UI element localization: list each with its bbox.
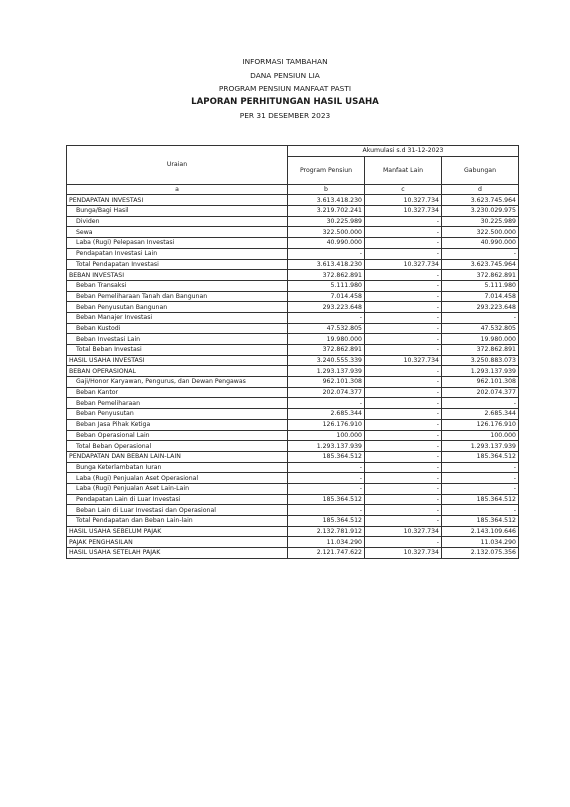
- header-line-info: INFORMASI TAMBAHAN: [242, 57, 328, 66]
- value-manfaat: -: [365, 227, 442, 238]
- row-label: Total Pendapatan dan Beban Lain-lain: [67, 516, 288, 527]
- value-manfaat: -: [365, 387, 442, 398]
- row-label: Total Beban Operasional: [67, 441, 288, 452]
- table-row: [67, 195, 519, 206]
- report-header: [0, 55, 570, 123]
- value-manfaat: -: [365, 270, 442, 281]
- value-gabungan: 185.364.512: [442, 451, 519, 462]
- row-label: Beban Pemeliharaan: [67, 398, 288, 409]
- row-label: Beban Pemeliharaan Tanah dan Bangunan: [67, 291, 288, 302]
- table-row: [67, 462, 519, 473]
- table-row: [67, 270, 519, 281]
- table-row: [67, 238, 519, 249]
- row-label: Beban Transaksi: [67, 280, 288, 291]
- value-gabungan: 126.176.910: [442, 419, 519, 430]
- value-gabungan: 100.000: [442, 430, 519, 441]
- value-gabungan: 2.132.075.356: [442, 548, 519, 559]
- col-header-program: Program Pensiun: [288, 156, 365, 184]
- row-label: Gaji/Honor Karyawan, Pengurus, dan Dewan Pengawas: [67, 377, 288, 388]
- col-header-gabungan: Gabungan: [442, 156, 519, 184]
- row-label: Bunga/Bagi Hasil: [67, 206, 288, 217]
- value-gabungan: 3.230.029.975: [442, 206, 519, 217]
- value-program: 5.111.980: [288, 280, 365, 291]
- value-program: 11.034.290: [288, 537, 365, 548]
- value-program: 962.101.308: [288, 377, 365, 388]
- table-row: [67, 526, 519, 537]
- value-manfaat: -: [365, 323, 442, 334]
- value-program: 7.014.458: [288, 291, 365, 302]
- header-line-fund: DANA PENSIUN LIA: [250, 70, 320, 80]
- row-label: PENDAPATAN INVESTASI: [67, 195, 288, 206]
- table-row: [67, 216, 519, 227]
- table-row: [67, 473, 519, 484]
- value-program: 185.364.512: [288, 451, 365, 462]
- value-program: -: [288, 398, 365, 409]
- income-statement-table: [66, 145, 519, 559]
- row-label: Beban Lain di Luar Investasi dan Operasional: [67, 505, 288, 516]
- value-gabungan: 372.862.891: [442, 270, 519, 281]
- value-manfaat: -: [365, 494, 442, 505]
- value-gabungan: -: [442, 398, 519, 409]
- value-manfaat: -: [365, 366, 442, 377]
- row-label: Laba (Rugi) Penjualan Aset Lain-Lain: [67, 483, 288, 494]
- value-manfaat: 10.327.734: [365, 206, 442, 217]
- value-gabungan: -: [442, 248, 519, 259]
- table-row: [67, 259, 519, 270]
- report-period: PER 31 DESEMBER 2023: [239, 111, 331, 120]
- table-row: [67, 483, 519, 494]
- row-label: Total Pendapatan Investasi: [67, 259, 288, 270]
- col-letter-a: a: [67, 184, 288, 195]
- row-label: BEBAN OPERASIONAL: [67, 366, 288, 377]
- value-manfaat: -: [365, 409, 442, 420]
- value-gabungan: 5.111.980: [442, 280, 519, 291]
- value-gabungan: 372.862.891: [442, 345, 519, 356]
- table-row: [67, 430, 519, 441]
- header-line-program: PROGRAM PENSIUN MANFAAT PASTI: [218, 84, 352, 93]
- row-label: Bunga Keterlambatan Iuran: [67, 462, 288, 473]
- value-gabungan: 30.225.989: [442, 216, 519, 227]
- value-gabungan: 1.293.137.939: [442, 441, 519, 452]
- value-program: 30.225.989: [288, 216, 365, 227]
- table-row: [67, 248, 519, 259]
- value-program: 322.500.000: [288, 227, 365, 238]
- col-header-uraian: Uraian: [67, 146, 288, 185]
- row-label: Pendapatan Lain di Luar Investasi: [67, 494, 288, 505]
- value-gabungan: 3.623.745.964: [442, 259, 519, 270]
- value-gabungan: 19.980.000: [442, 334, 519, 345]
- table-row: [67, 398, 519, 409]
- value-manfaat: -: [365, 377, 442, 388]
- table-row: [67, 312, 519, 323]
- row-label: PAJAK PENGHASILAN: [67, 537, 288, 548]
- value-program: 1.293.137.939: [288, 441, 365, 452]
- row-label: Beban Operasional Lain: [67, 430, 288, 441]
- table-row: [67, 227, 519, 238]
- value-gabungan: -: [442, 312, 519, 323]
- value-program: 100.000: [288, 430, 365, 441]
- value-gabungan: 322.500.000: [442, 227, 519, 238]
- value-manfaat: -: [365, 419, 442, 430]
- value-program: -: [288, 483, 365, 494]
- value-manfaat: -: [365, 505, 442, 516]
- row-label: PENDAPATAN DAN BEBAN LAIN-LAIN: [67, 451, 288, 462]
- table-row: [67, 302, 519, 313]
- table-row: [67, 537, 519, 548]
- value-manfaat: 10.327.734: [365, 548, 442, 559]
- value-program: 293.223.648: [288, 302, 365, 313]
- value-manfaat: -: [365, 462, 442, 473]
- value-gabungan: 3.250.883.073: [442, 355, 519, 366]
- value-manfaat: -: [365, 280, 442, 291]
- value-program: 2.121.747.622: [288, 548, 365, 559]
- value-program: -: [288, 248, 365, 259]
- value-manfaat: -: [365, 312, 442, 323]
- value-program: 372.862.891: [288, 270, 365, 281]
- col-header-manfaat: Manfaat Lain: [365, 156, 442, 184]
- value-program: -: [288, 505, 365, 516]
- value-program: 3.240.555.339: [288, 355, 365, 366]
- value-gabungan: 7.014.458: [442, 291, 519, 302]
- value-program: 3.219.702.241: [288, 206, 365, 217]
- value-program: 40.990.000: [288, 238, 365, 249]
- table-row: [67, 334, 519, 345]
- row-label: HASIL USAHA SETELAH PAJAK: [67, 548, 288, 559]
- row-label: Dividen: [67, 216, 288, 227]
- value-manfaat: -: [365, 216, 442, 227]
- value-program: 2.685.344: [288, 409, 365, 420]
- row-label: Beban Jasa Pihak Ketiga: [67, 419, 288, 430]
- row-label: Beban Kantor: [67, 387, 288, 398]
- col-letter-d: d: [442, 184, 519, 195]
- value-gabungan: 185.364.512: [442, 516, 519, 527]
- value-gabungan: 3.623.745.964: [442, 195, 519, 206]
- value-program: 3.613.418.230: [288, 259, 365, 270]
- value-manfaat: -: [365, 430, 442, 441]
- row-label: Laba (Rugi) Penjualan Aset Operasional: [67, 473, 288, 484]
- value-manfaat: -: [365, 248, 442, 259]
- value-manfaat: -: [365, 291, 442, 302]
- table-row: [67, 516, 519, 527]
- table-row: [67, 345, 519, 356]
- table-row: [67, 451, 519, 462]
- col-header-accumulation: Akumulasi s.d 31-12-2023: [288, 146, 519, 157]
- table-row: [67, 409, 519, 420]
- row-label: Laba (Rugi) Pelepasan Investasi: [67, 238, 288, 249]
- report-title: LAPORAN PERHITUNGAN HASIL USAHA: [191, 96, 379, 107]
- value-gabungan: 962.101.308: [442, 377, 519, 388]
- value-gabungan: 202.074.377: [442, 387, 519, 398]
- value-program: -: [288, 312, 365, 323]
- value-program: -: [288, 473, 365, 484]
- table-row: [67, 355, 519, 366]
- value-gabungan: 11.034.290: [442, 537, 519, 548]
- table-row: [67, 377, 519, 388]
- value-gabungan: 47.532.805: [442, 323, 519, 334]
- row-label: HASIL USAHA SEBELUM PAJAK: [67, 526, 288, 537]
- value-manfaat: -: [365, 516, 442, 527]
- value-gabungan: 2.685.344: [442, 409, 519, 420]
- row-label: Total Beban Investasi: [67, 345, 288, 356]
- row-label: Beban Penyusutan: [67, 409, 288, 420]
- table-row: [67, 206, 519, 217]
- row-label: Sewa: [67, 227, 288, 238]
- table-row: [67, 548, 519, 559]
- row-label: Beban Manajer Investasi: [67, 312, 288, 323]
- row-label: Pendapatan Investasi Lain: [67, 248, 288, 259]
- value-manfaat: -: [365, 345, 442, 356]
- value-manfaat: 10.327.734: [365, 259, 442, 270]
- value-manfaat: -: [365, 473, 442, 484]
- value-manfaat: -: [365, 302, 442, 313]
- value-gabungan: -: [442, 483, 519, 494]
- row-label: BEBAN INVESTASI: [67, 270, 288, 281]
- value-manfaat: -: [365, 398, 442, 409]
- value-program: 19.980.000: [288, 334, 365, 345]
- value-gabungan: -: [442, 505, 519, 516]
- value-manfaat: -: [365, 334, 442, 345]
- value-manfaat: -: [365, 537, 442, 548]
- value-manfaat: -: [365, 483, 442, 494]
- table-row: [67, 291, 519, 302]
- table-row: [67, 494, 519, 505]
- value-program: 3.613.418.230: [288, 195, 365, 206]
- table-row: [67, 280, 519, 291]
- value-manfaat: 10.327.734: [365, 195, 442, 206]
- row-label: HASIL USAHA INVESTASI: [67, 355, 288, 366]
- row-label: Beban Investasi Lain: [67, 334, 288, 345]
- value-gabungan: 1.293.137.939: [442, 366, 519, 377]
- table-row: [67, 419, 519, 430]
- value-manfaat: 10.327.734: [365, 526, 442, 537]
- value-program: 185.364.512: [288, 516, 365, 527]
- value-gabungan: 293.223.648: [442, 302, 519, 313]
- table-row: [67, 387, 519, 398]
- value-manfaat: -: [365, 441, 442, 452]
- row-label: Beban Penyusutan Bangunan: [67, 302, 288, 313]
- value-gabungan: -: [442, 462, 519, 473]
- value-program: 1.293.137.939: [288, 366, 365, 377]
- value-program: 2.132.781.912: [288, 526, 365, 537]
- value-program: 126.176.910: [288, 419, 365, 430]
- value-program: 372.862.891: [288, 345, 365, 356]
- value-manfaat: -: [365, 451, 442, 462]
- value-gabungan: 185.364.512: [442, 494, 519, 505]
- value-program: -: [288, 462, 365, 473]
- table-row: [67, 366, 519, 377]
- row-label: Beban Kustodi: [67, 323, 288, 334]
- col-letter-c: c: [365, 184, 442, 195]
- table-row: [67, 323, 519, 334]
- value-program: 185.364.512: [288, 494, 365, 505]
- col-letter-b: b: [288, 184, 365, 195]
- value-gabungan: 40.990.000: [442, 238, 519, 249]
- value-gabungan: 2.143.109.646: [442, 526, 519, 537]
- value-gabungan: -: [442, 473, 519, 484]
- value-manfaat: -: [365, 238, 442, 249]
- value-program: 47.532.805: [288, 323, 365, 334]
- value-manfaat: 10.327.734: [365, 355, 442, 366]
- table-row: [67, 505, 519, 516]
- value-program: 202.074.377: [288, 387, 365, 398]
- table-row: [67, 441, 519, 452]
